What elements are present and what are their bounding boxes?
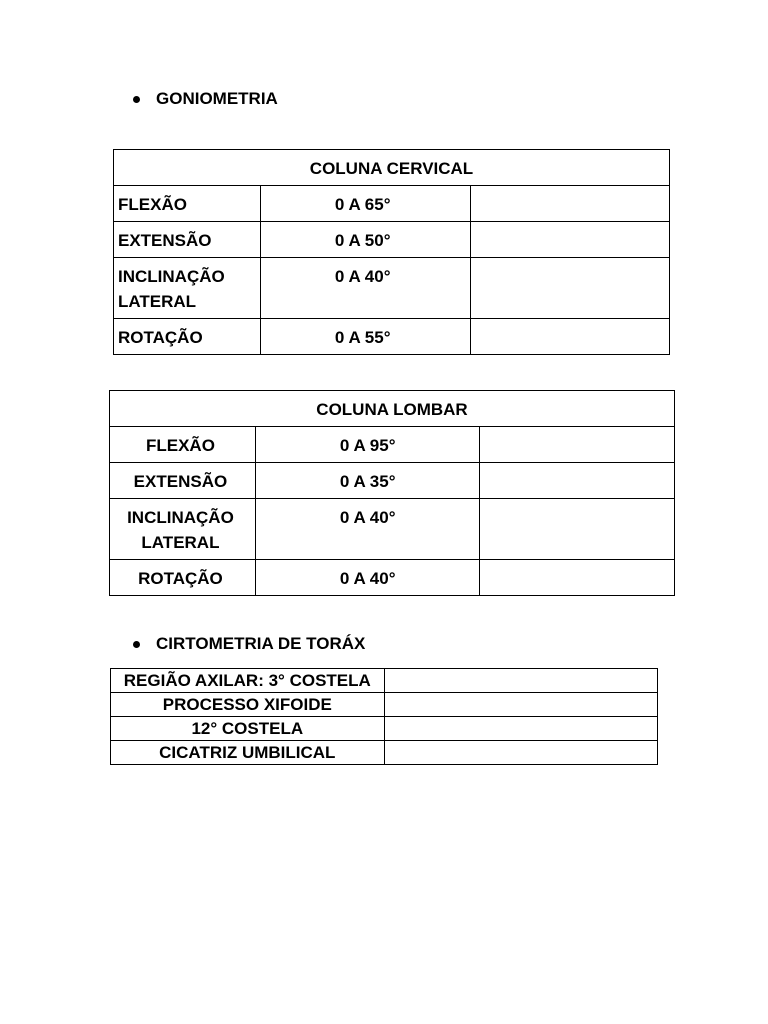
note-cell[interactable] [479,427,674,463]
note-cell[interactable] [470,222,669,258]
table-row [110,463,675,499]
bullet-icon [133,96,140,103]
range-cell: 0 A 50° [260,222,470,258]
table-row [111,669,658,693]
coluna-lombar-table [109,390,675,596]
range-cell: 0 A 35° [255,463,479,499]
table-row [110,427,675,463]
movement-cell: ROTAÇÃO [114,319,261,355]
coluna-lombar-title: COLUNA LOMBAR [110,391,675,427]
movement-cell: EXTENSÃO [110,463,256,499]
point-cell: PROCESSO XIFOIDE [111,693,385,717]
coluna-cervical-title: COLUNA CERVICAL [114,150,670,186]
value-cell[interactable] [384,717,657,741]
point-cell: 12° COSTELA [111,717,385,741]
movement-cell: EXTENSÃO [114,222,261,258]
movement-cell: INCLINAÇÃO LATERAL [114,258,261,319]
point-cell: CICATRIZ UMBILICAL [111,741,385,765]
note-cell[interactable] [479,463,674,499]
table-row [114,222,670,258]
note-cell[interactable] [470,258,669,319]
range-cell: 0 A 65° [260,186,470,222]
table-row [114,258,670,319]
note-cell[interactable] [470,319,669,355]
goniometria-heading-text: GONIOMETRIA [156,89,278,108]
movement-cell: FLEXÃO [114,186,261,222]
table-row [111,717,658,741]
note-cell[interactable] [479,560,674,596]
movement-cell: INCLINAÇÃO LATERAL [110,499,256,560]
cirtometria-heading-text: CIRTOMETRIA DE TORÁX [156,634,366,653]
cirtometria-table [110,668,658,765]
table-row [114,319,670,355]
movement-cell: ROTAÇÃO [110,560,256,596]
cirtometria-heading [133,634,365,654]
table-row [114,186,670,222]
point-cell: REGIÃO AXILAR: 3° COSTELA [111,669,385,693]
goniometria-heading [133,89,278,109]
range-cell: 0 A 40° [255,560,479,596]
range-cell: 0 A 40° [255,499,479,560]
range-cell: 0 A 40° [260,258,470,319]
value-cell[interactable] [384,741,657,765]
value-cell[interactable] [384,693,657,717]
range-cell: 0 A 55° [260,319,470,355]
bullet-icon [133,641,140,648]
movement-cell: FLEXÃO [110,427,256,463]
table-row [110,560,675,596]
range-cell: 0 A 95° [255,427,479,463]
note-cell[interactable] [479,499,674,560]
value-cell[interactable] [384,669,657,693]
note-cell[interactable] [470,186,669,222]
table-row [111,693,658,717]
table-row [111,741,658,765]
table-row [110,499,675,560]
coluna-cervical-table [113,149,670,355]
